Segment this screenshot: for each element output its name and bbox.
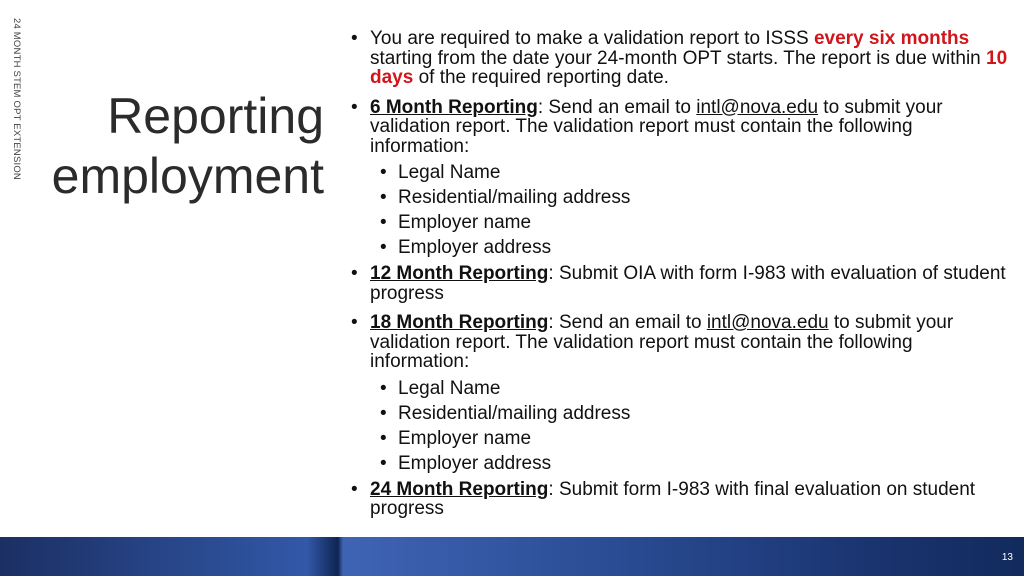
list-item: • Legal Name: [370, 160, 1011, 185]
bullet-18-month: [351, 313, 1011, 476]
text: : Send an email to: [548, 312, 707, 333]
list-item: • Legal Name: [370, 376, 1011, 401]
sub-list: [370, 160, 1011, 260]
email-link[interactable]: intl@nova.edu: [706, 312, 829, 333]
page-number: 13: [1001, 552, 1013, 563]
highlight-every-six-months: every six months: [813, 28, 970, 49]
title-line-1: Reporting: [107, 88, 324, 144]
text: : Submit form I-983 with final evaluation on student progress: [370, 478, 976, 519]
bullet-12-month: [351, 264, 1011, 303]
bullet-validation-requirement: [351, 29, 1011, 88]
content-area: [351, 29, 1011, 529]
bullet-24-month: [351, 480, 1011, 519]
title-line-2: employment: [51, 148, 324, 204]
email-link[interactable]: intl@nova.edu: [696, 96, 819, 118]
text: to submit your validation report. The validation report must contain the following information:: [370, 312, 954, 372]
text: : Send an email to: [537, 96, 697, 118]
text: to submit your validation report. The validation report must contain the following information:: [370, 96, 943, 157]
text: starting from the date your 24-month OPT starts. The report is due within: [370, 47, 987, 69]
heading-6-month: 6 Month Reporting: [370, 96, 538, 118]
slide-title: [52, 86, 324, 206]
heading-24-month: 24 Month Reporting: [370, 478, 549, 500]
bullet-list: [351, 29, 1011, 519]
footer-bar: [0, 537, 1024, 576]
list-item: • Employer address: [370, 451, 1011, 476]
highlight-10-days: 10 days: [370, 47, 1008, 88]
section-side-label: 24 MONTH STEM OPT EXTENSION: [11, 18, 22, 180]
list-item: • Employer address: [370, 235, 1011, 260]
text: : Submit OIA with form I-983 with evaluation of student progress: [370, 263, 1006, 304]
heading-12-month: 12 Month Reporting: [370, 263, 549, 284]
list-item: • Residential/mailing address: [370, 401, 1011, 426]
list-item: • Employer name: [370, 426, 1011, 451]
list-item: • Employer name: [370, 210, 1011, 235]
text: You are required to make a validation report to ISSS: [370, 28, 814, 49]
bullet-6-month: [351, 98, 1011, 261]
list-item: • Residential/mailing address: [370, 185, 1011, 210]
heading-18-month: 18 Month Reporting: [370, 312, 549, 333]
sub-list: [370, 376, 1011, 476]
text: of the required reporting date.: [413, 67, 669, 88]
